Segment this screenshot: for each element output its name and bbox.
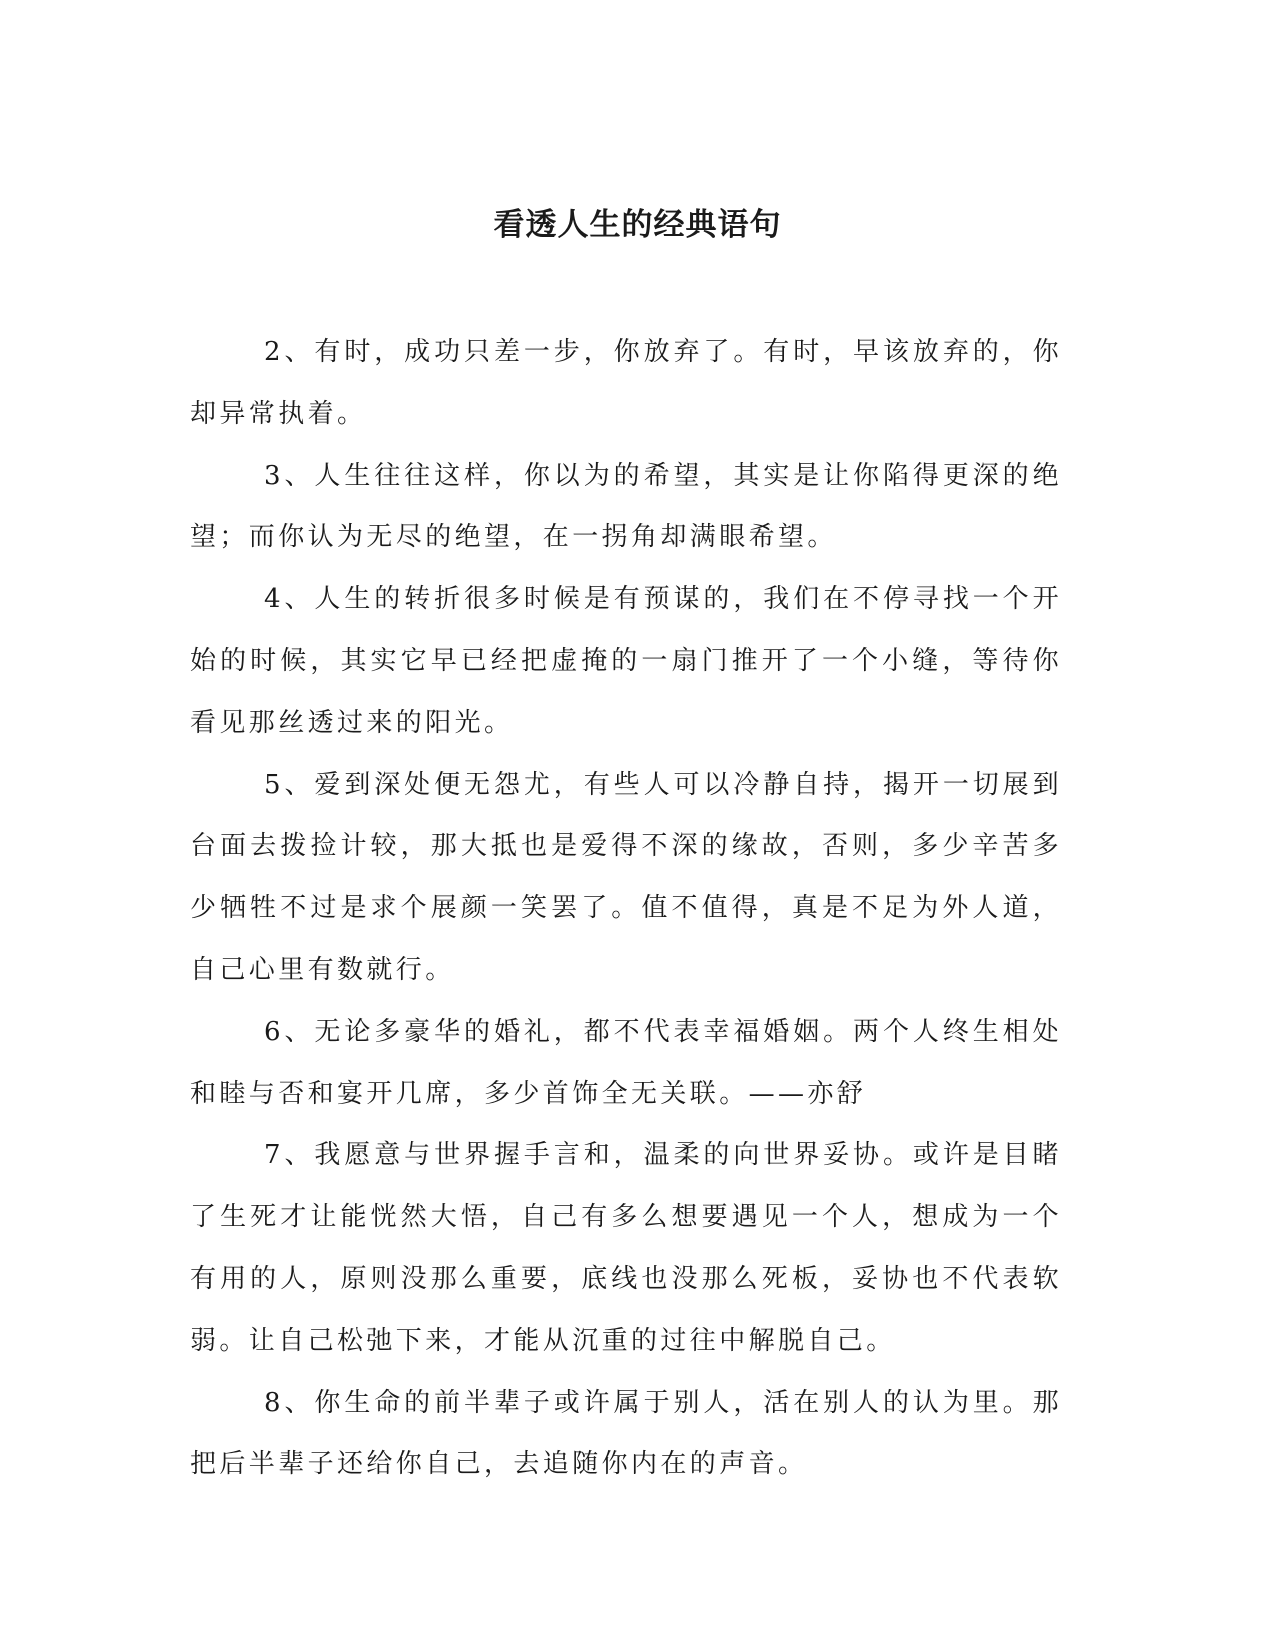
paragraph-4: 4、人生的转折很多时候是有预谋的，我们在不停寻找一个开始的时候，其实它早已经把虚掩的一扇门推开了一个小缝，等待你看见那丝透过来的阳光。 [190, 584, 1062, 738]
paragraph-3: 3、人生往往这样，你以为的希望，其实是让你陷得更深的绝望；而你认为无尽的绝望，在一拐角却满眼希望。 [190, 460, 1062, 553]
paragraph-2: 2、有时，成功只差一步，你放弃了。有时，早该放弃的，你却异常执着。 [190, 337, 1062, 429]
paragraph-7: 7、我愿意与世界握手言和，温柔的向世界妥协。或许是目睹了生死才让能恍然大悟，自己有多么想要遇见一个人，想成为一个有用的人，原则没那么重要，底线也没那么死板，妥协也不代表软弱。让自己松弛下来，才能从沉重的过往中解脱自己。 [190, 1140, 1062, 1356]
document-title: 看透人生的经典语句 [493, 207, 782, 243]
document-body [190, 322, 1062, 1496]
paragraph-8: 8、你生命的前半辈子或许属于别人，活在别人的认为里。那把后半辈子还给你自己，去追随你内在的声音。 [190, 1387, 1062, 1480]
paragraph-5: 5、爱到深处便无怨尤，有些人可以冷静自持，揭开一切展到台面去拨捡计较，那大抵也是爱得不深的缘故，否则，多少辛苦多少牺牲不过是求个展颜一笑罢了。值不值得，真是不足为外人道，自己心里有数就行。 [190, 769, 1062, 985]
paragraph-6: 6、无论多豪华的婚礼，都不代表幸福婚姻。两个人终生相处和睦与否和宴开几席，多少首饰全无关联。——亦舒 [190, 1016, 1062, 1109]
